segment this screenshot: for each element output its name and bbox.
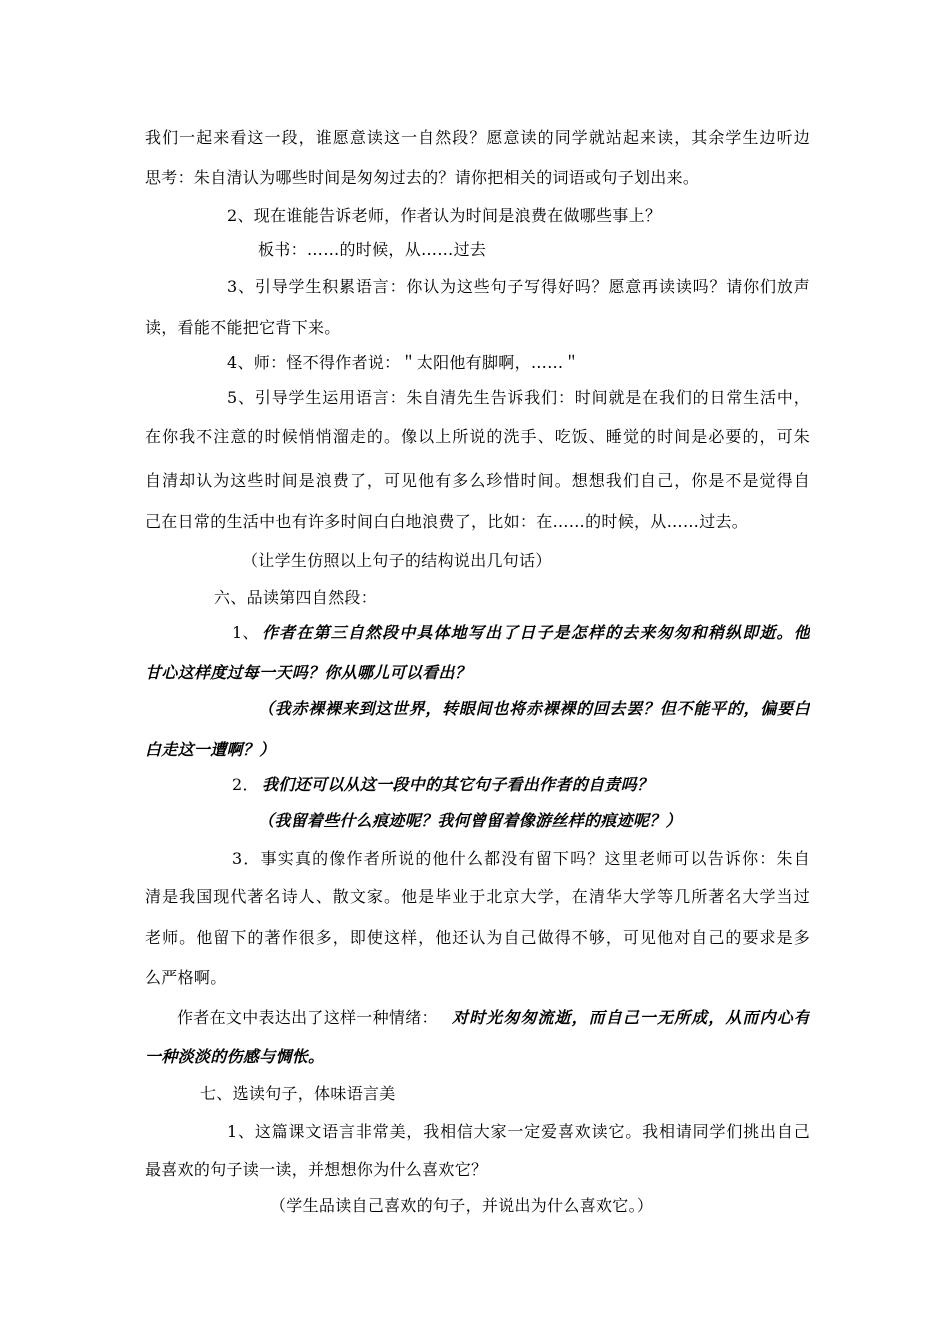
paragraph-line: 读，看能不能把它背下来。: [145, 318, 341, 337]
section-heading: 七、选读句子，体味语言美: [200, 1084, 396, 1103]
answer-line: （我留着些什么痕迹呢？我何曾留着像游丝样的痕迹呢？）: [258, 811, 682, 830]
paragraph-line: 自清却认为这些时间是浪费了，可见他有多么珍惜时间。想想我们自己，你是不是觉得自: [145, 471, 810, 490]
question-line: 甘心这样度过每一天吗？你从哪儿可以看出？: [145, 663, 472, 682]
paragraph-line: 己在日常的生活中也有许多时间白白地浪费了，比如：在……的时候，从……过去。: [145, 512, 749, 531]
answer-line: （我赤裸裸来到这世界，转眼间也将赤裸裸的回去罢？但不能平的，偏要白: [258, 699, 810, 718]
section-heading: 六、品读第四自然段：: [214, 588, 378, 607]
answer-line: 白走这一遭啊？）: [145, 740, 276, 759]
paragraph-line: 老师。他留下的著作很多，即使这样，他还认为自己做得不够，可见他对自己的要求是多: [145, 928, 810, 947]
board-note: 板书：……的时候，从……过去: [258, 240, 487, 259]
emphasis-line: 对时光匆匆流逝，而自己一无所成，从而内心有: [452, 1008, 810, 1027]
paragraph-line: 思考：朱自清认为哪些时间是匆匆过去的？请你把相关的词语或句子划出来。: [145, 168, 700, 187]
instruction-note: （学生品读自己喜欢的句子，并说出为什么喜欢它。）: [270, 1196, 654, 1215]
paragraph-line: 作者在文中表达出了这样一种情绪：: [177, 1008, 438, 1027]
paragraph-line: 么严格啊。: [145, 968, 227, 987]
paragraph-line: 2、现在谁能告诉老师，作者认为时间是浪费在做哪些事上？: [227, 206, 662, 225]
paragraph-line: 3、引导学生积累语言：你认为这些句子写得好吗？愿意再读读吗？请你们放声: [227, 277, 810, 296]
list-number: 2．: [232, 775, 259, 794]
question-line: 我们还可以从这一段中的其它句子看出作者的自责吗？: [262, 775, 654, 794]
paragraph-line: 5、引导学生运用语言：朱自清先生告诉我们：时间就是在我们的日常生活中，: [227, 388, 810, 407]
paragraph-line: 清是我国现代著名诗人、散文家。他是毕业于北京大学，在清华大学等几所著名大学当过: [145, 887, 810, 906]
paragraph-line: 最喜欢的句子读一读，并想想你为什么喜欢它？: [145, 1160, 488, 1179]
paragraph-line: 我们一起来看这一段，谁愿意读这一自然段？愿意读的同学就站起来读，其余学生边听边: [145, 128, 810, 147]
question-line: 作者在第三自然段中具体地写出了日子是怎样的去来匆匆和稍纵即逝。他: [262, 623, 810, 642]
paragraph-line: 1、这篇课文语言非常美，我相信大家一定爱喜欢读它。我相请同学们挑出自己: [227, 1122, 810, 1141]
list-number: 1、: [232, 623, 259, 642]
instruction-note: （让学生仿照以上句子的结构说出几句话）: [242, 551, 552, 570]
emphasis-line: 一种淡淡的伤感与惆怅。: [145, 1047, 325, 1066]
paragraph-line: 3．事实真的像作者所说的他什么都没有留下吗？这里老师可以告诉你：朱自: [232, 849, 810, 868]
paragraph-line: 4、师：怪不得作者说：＂太阳他有脚啊，……＂: [227, 353, 580, 372]
paragraph-line: 在你我不注意的时候悄悄溜走的。像以上所说的洗手、吃饭、睡觉的时间是必要的，可朱: [145, 427, 810, 446]
